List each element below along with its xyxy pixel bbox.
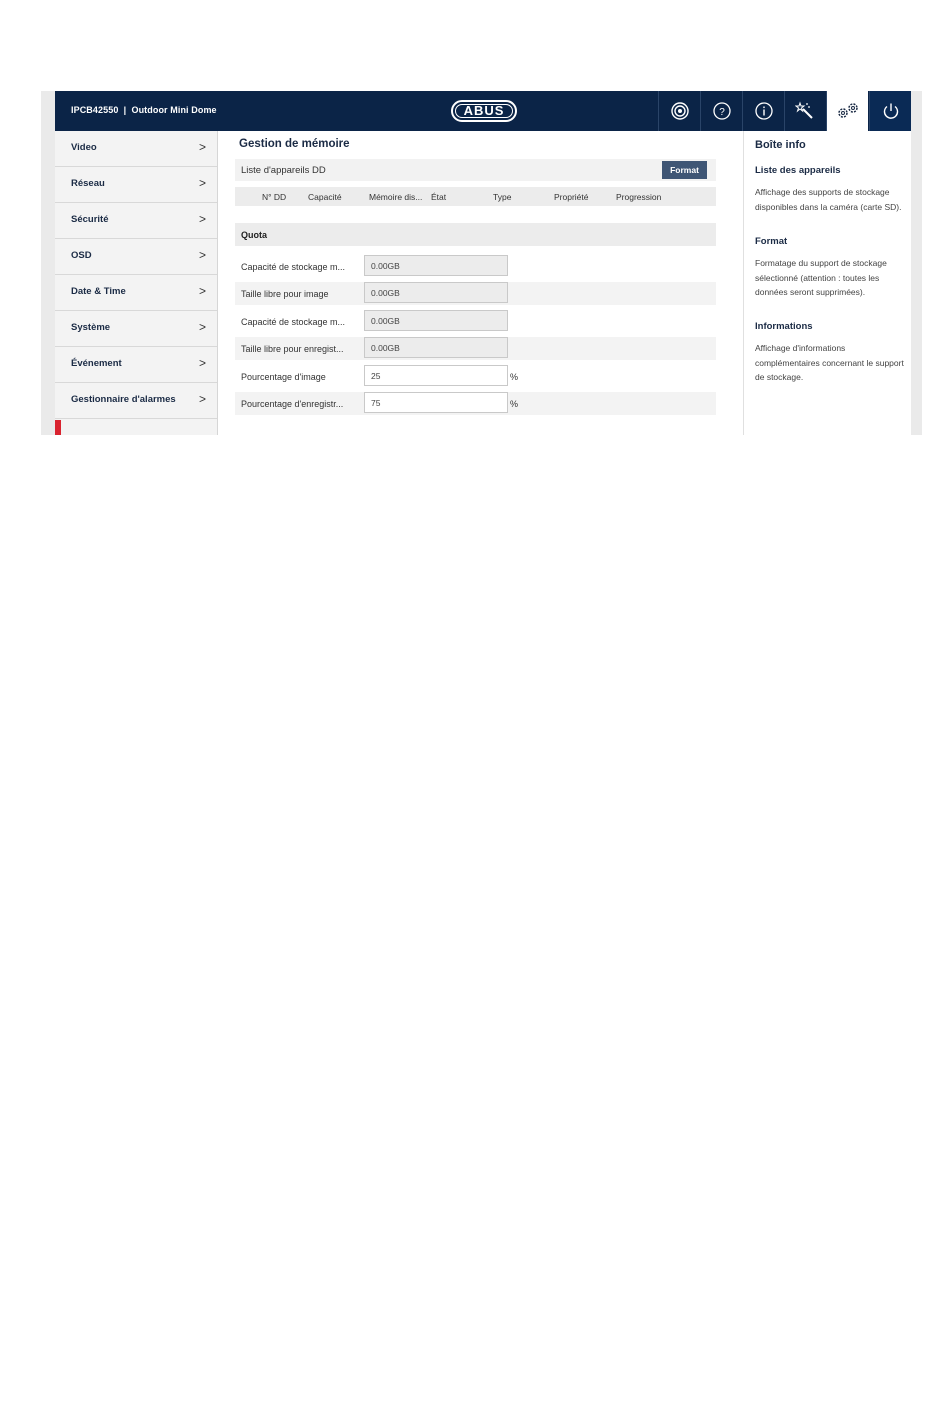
sidebar-item-securite[interactable] <box>55 203 217 239</box>
free-size-image-field <box>364 282 508 303</box>
settings-icon <box>835 101 861 121</box>
row-label: Taille libre pour enregist... <box>241 344 344 354</box>
device-table-header <box>235 187 716 206</box>
device-title <box>71 105 217 115</box>
frame-border-left <box>41 91 55 435</box>
info-heading: Liste des appareils <box>755 165 841 176</box>
power-icon <box>881 101 901 121</box>
image-percentage-input[interactable] <box>364 365 508 386</box>
top-header <box>55 91 911 131</box>
chevron-right-icon: > <box>199 248 207 262</box>
page-title: Gestion de mémoire <box>239 138 350 150</box>
wizard-button[interactable] <box>784 91 826 131</box>
sidebar-menu <box>55 131 218 435</box>
chevron-right-icon: > <box>199 176 207 190</box>
quota-row <box>235 365 716 388</box>
quota-row <box>235 255 716 278</box>
frame-border-right <box>911 91 922 435</box>
sidebar-item-reseau[interactable] <box>55 167 217 203</box>
row-label: Pourcentage d'image <box>241 372 326 382</box>
column-header[interactable]: Propriété <box>554 192 589 202</box>
column-header[interactable]: Type <box>493 192 512 202</box>
format-button[interactable]: Format <box>662 161 707 179</box>
device-name: Outdoor Mini Dome <box>131 105 217 115</box>
info-box-title: Boîte info <box>755 139 806 151</box>
sidebar-item-label: Système <box>71 322 111 333</box>
info-heading: Format <box>755 236 788 247</box>
settings-button[interactable] <box>826 91 868 131</box>
sidebar-item-label: OSD <box>71 250 92 261</box>
chevron-right-icon: > <box>199 392 207 406</box>
help-button[interactable] <box>700 91 742 131</box>
sidebar-item-label: Événement <box>71 358 122 369</box>
sidebar-item-video[interactable] <box>55 131 217 167</box>
info-box <box>743 131 911 435</box>
info-text: Formatage du support de stockage sélectionné (attention : toutes les données seront supprimées). <box>755 258 887 297</box>
main-content <box>235 131 717 435</box>
quota-row <box>235 282 716 305</box>
sidebar-item-label: Réseau <box>71 178 105 189</box>
column-header[interactable]: État <box>431 192 447 202</box>
row-label: Capacité de stockage m... <box>241 317 346 327</box>
row-label: Pourcentage d'enregistr... <box>241 399 344 409</box>
sidebar-item-label: Date & Time <box>71 286 126 297</box>
info-heading: Informations <box>755 321 813 332</box>
live-view-button[interactable] <box>658 91 700 131</box>
quota-title: Quota <box>241 230 267 240</box>
quota-row <box>235 310 716 333</box>
free-size-record-field <box>364 337 508 358</box>
column-header[interactable]: N° DD <box>262 192 287 202</box>
column-header[interactable]: Mémoire dis... <box>369 192 423 202</box>
percent-unit: % <box>510 372 519 382</box>
column-header[interactable]: Capacité <box>308 192 342 202</box>
row-label: Capacité de stockage m... <box>241 262 346 272</box>
logo-text: ABUS <box>463 103 505 118</box>
storage-capacity-record-field <box>364 310 508 331</box>
device-list-header <box>235 159 716 181</box>
chevron-right-icon: > <box>199 284 207 298</box>
info-text: Affichage des supports de stockage disponibles dans la caméra (carte SD). <box>755 187 902 212</box>
row-label: Taille libre pour image <box>241 289 329 299</box>
live-view-icon <box>670 101 690 121</box>
quota-row <box>235 337 716 360</box>
chevron-right-icon: > <box>199 140 207 154</box>
wizard-icon <box>795 101 817 121</box>
device-model: IPCB42550 <box>71 105 119 115</box>
app-window <box>55 91 911 435</box>
sidebar-item-label: Sécurité <box>71 214 109 225</box>
record-percentage-input[interactable] <box>364 392 508 413</box>
help-icon <box>712 101 732 121</box>
title-separator: | <box>123 105 127 115</box>
sidebar-item-systeme[interactable] <box>55 311 217 347</box>
svg-text:?: ? <box>718 107 725 118</box>
sidebar-item-date-time[interactable] <box>55 275 217 311</box>
info-icon <box>754 101 774 121</box>
power-button[interactable] <box>869 91 911 131</box>
column-header[interactable]: Progression <box>616 192 662 202</box>
sidebar-item-label: Gestionnaire d'alarmes <box>71 394 176 405</box>
info-text: Affichage d'informations complémentaires concernant le support de stockage. <box>755 343 904 382</box>
percent-unit: % <box>510 399 519 409</box>
info-button[interactable] <box>742 91 784 131</box>
sidebar-item-evenement[interactable] <box>55 347 217 383</box>
storage-capacity-image-field <box>364 255 508 276</box>
device-list-title: Liste d'appareils DD <box>241 165 326 176</box>
sidebar-item-gestionnaire-alarmes[interactable] <box>55 383 217 419</box>
quota-section-header <box>235 223 716 246</box>
chevron-right-icon: > <box>199 212 207 226</box>
chevron-right-icon: > <box>199 320 207 334</box>
sidebar-item-label: Video <box>71 142 97 153</box>
quota-row <box>235 392 716 415</box>
sidebar-item-osd[interactable] <box>55 239 217 275</box>
chevron-right-icon: > <box>199 356 207 370</box>
active-item-marker <box>55 420 61 435</box>
abus-logo <box>451 100 517 122</box>
